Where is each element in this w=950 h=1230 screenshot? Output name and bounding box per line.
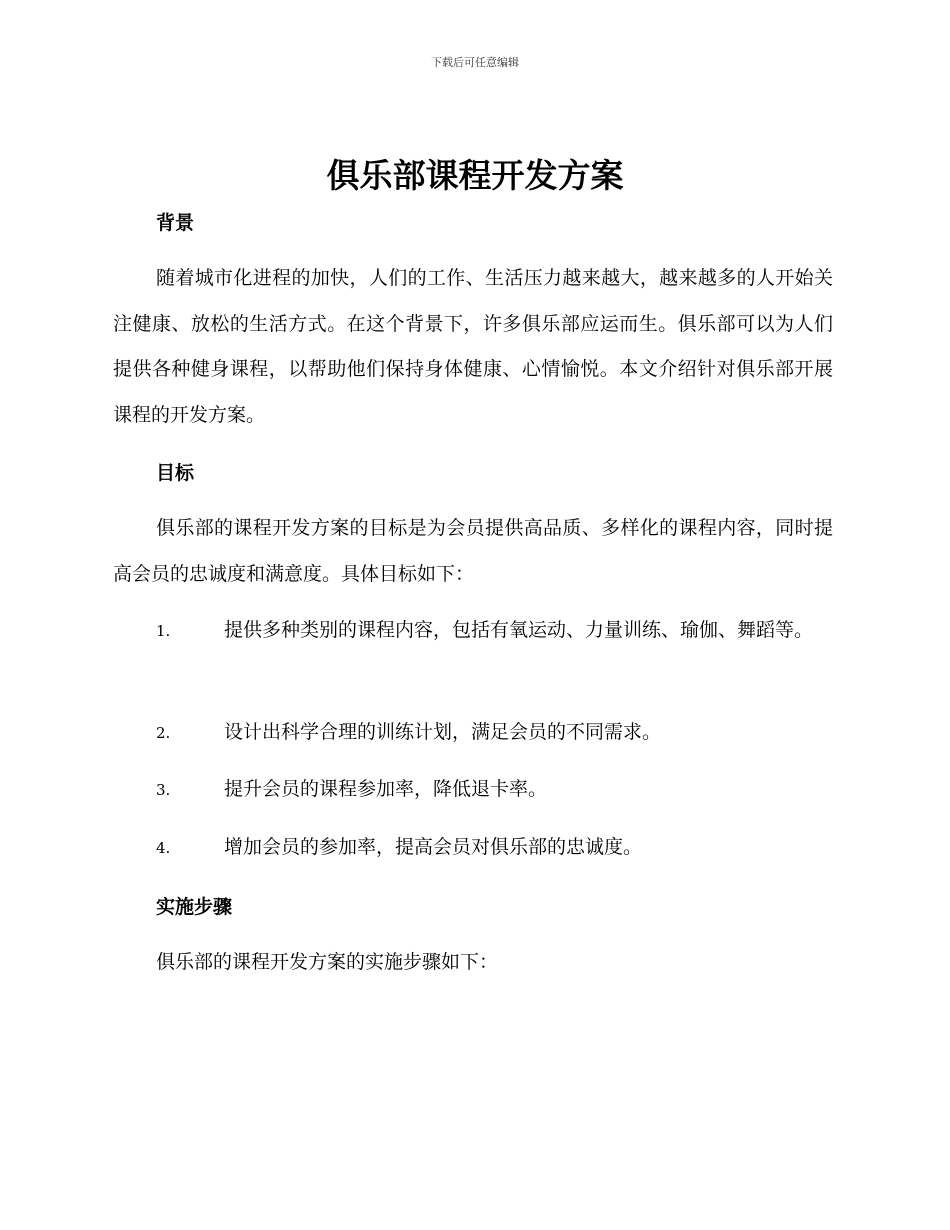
list-item-goal-1 [113,608,835,654]
list-number: 2. [156,724,171,742]
list-item-goal-2 [113,710,835,756]
header-note: 下载后可任意编辑 [431,56,519,69]
list-number: 4. [156,839,171,857]
list-number: 3. [156,781,171,799]
list-number: 1. [156,622,171,640]
heading-implementation: 实施步骤 [156,896,233,918]
paragraph-implementation: 俱乐部的课程开发方案的实施步骤如下： [156,951,499,973]
document-title: 俱乐部课程开发方案 [326,156,624,195]
list-text: 增加会员的参加率，提高会员对俱乐部的忠诚度。 [224,836,643,858]
list-item-goal-4 [113,825,835,871]
heading-goals: 目标 [156,462,195,484]
list-text: 设计出科学合理的训练计划，满足会员的不同需求。 [224,721,662,743]
list-text: 提供多种类别的课程内容，包括有氧运动、力量训练、瑜伽、舞蹈等。 [224,619,814,641]
list-item-goal-3 [113,767,835,813]
list-text: 提升会员的课程参加率，降低退卡率。 [224,778,548,800]
paragraph-background: 随着城市化进程的加快，人们的工作、生活压力越来越大，越来越多的人开始关注健康、放松的生活方式。在这个背景下，许多俱乐部应运而生。俱乐部可以为人们提供各种健身课程，以帮助他们保持身体健康、心情愉悦。本文介绍针对俱乐部开展课程的开发方案。 [113,267,833,426]
heading-background: 背景 [156,212,195,234]
paragraph-goals: 俱乐部的课程开发方案的目标是为会员提供高品质、多样化的课程内容，同时提高会员的忠诚度和满意度。具体目标如下： [113,517,833,585]
